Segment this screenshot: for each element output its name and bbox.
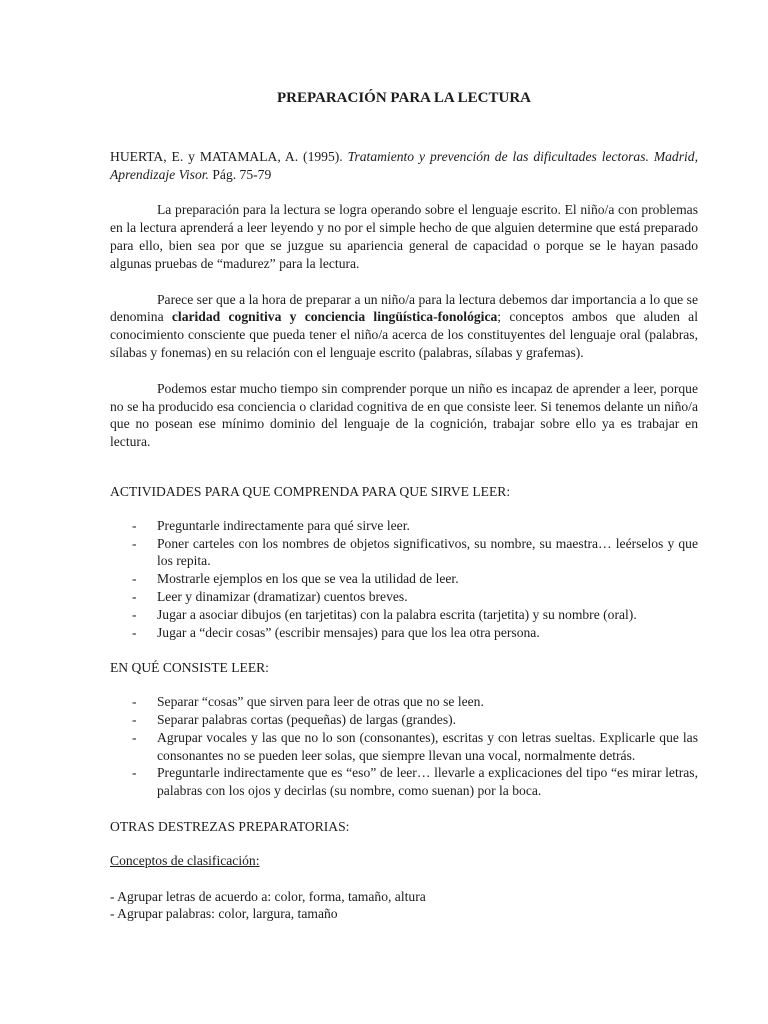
- list-item: [110, 588, 698, 606]
- section-heading-what-is-reading: EN QUÉ CONSISTE LEER:: [110, 660, 269, 676]
- paragraph-2: [110, 291, 698, 362]
- list-item: [110, 729, 698, 765]
- list-item-text: Poner carteles con los nombres de objetos significativos, su nombre, su maestra… leérselos y que los repita.: [157, 535, 698, 569]
- list-item: [110, 624, 698, 642]
- list-dash: -: [132, 624, 137, 640]
- subheading-classification: [110, 852, 698, 870]
- paragraph-2-bold-term: claridad cognitiva y conciencia lingüística-fonológica: [171, 309, 498, 325]
- list-item: [110, 764, 698, 800]
- list-dash: -: [132, 694, 137, 710]
- list-item: [110, 693, 698, 711]
- list-item-text: Preguntarle indirectamente que es “eso” de leer… llevarle a explicaciones del tipo “es mirar letras, palabras con los ojos y decirlas (su nombre, como suenan) por la boca.: [157, 765, 698, 799]
- list-dash: -: [132, 711, 137, 727]
- page-title: PREPARACIÓN PARA LA LECTURA: [276, 90, 532, 106]
- list-dash: -: [132, 571, 137, 587]
- bibliographic-reference: [110, 148, 698, 184]
- list-dash: -: [132, 517, 137, 533]
- list-item: [110, 570, 698, 588]
- paragraph-3: Podemos estar mucho tiempo sin comprender porque un niño es incapaz de aprender a leer, porque no se ha producido esa conciencia o claridad cognitiva de en que consiste leer. Si tenemos delante un niño/a que no posean ese mínimo dominio del lenguaje de la cognición, trabajar sobre ello ya es trabajar en lectura.: [110, 380, 698, 450]
- list-item-text: Agrupar vocales y las que no lo son (consonantes), escritas y con letras sueltas. Explicarle que las consonantes no se pueden leer solas, que siempre llevan una vocal, normalmente detrás.: [157, 729, 698, 763]
- list-dash: -: [132, 535, 137, 551]
- document-content: [110, 90, 698, 923]
- list-dash: -: [132, 765, 137, 781]
- list-item-text: Jugar a “decir cosas” (escribir mensajes) para que los lea otra persona.: [157, 624, 540, 640]
- paragraph-2-before: Parece ser que a la hora de preparar a un niño/a para la lectura debemos dar importancia a lo que se denomina: [110, 291, 698, 325]
- list-item: [110, 517, 698, 535]
- section-heading-other-skills: OTRAS DESTREZAS PREPARATORIAS:: [110, 818, 350, 834]
- list-item-text: Preguntarle indirectamente para qué sirve leer.: [157, 517, 410, 533]
- activities-list: [110, 517, 698, 642]
- list-item: [110, 711, 698, 729]
- list-item: [110, 535, 698, 571]
- section-heading-activities: ACTIVIDADES PARA QUE COMPRENDA PARA QUE SIRVE LEER:: [110, 483, 511, 499]
- subheading-text: Conceptos de clasificación: [110, 852, 256, 868]
- paragraph-2-after: ; conceptos ambos que aluden al conocimiento consciente que pueda tener el niño/a acerca de los constituyentes del lenguaje oral (palabras, sílabas y fonemas) en su relación con el lenguaje escrito (palabras, sílabas y grafemas).: [110, 309, 698, 360]
- list-item-text: Separar palabras cortas (pequeñas) de largas (grandes).: [157, 711, 457, 727]
- list-item-text: Mostrarle ejemplos en los que se vea la utilidad de leer.: [157, 571, 459, 587]
- list-item-text: Separar “cosas” que sirven para leer de otras que no se leen.: [157, 694, 484, 710]
- list-item-text: Leer y dinamizar (dramatizar) cuentos breves.: [157, 588, 408, 604]
- list-dash: -: [132, 729, 137, 745]
- reference-pages: Pág. 75-79: [212, 166, 272, 182]
- classification-line: - Agrupar palabras: color, largura, tamaño: [110, 906, 338, 922]
- reference-authors: HUERTA, E. y MATAMALA, A. (1995).: [110, 148, 343, 164]
- reference-work-title: Tratamiento y prevención de las dificultades lectoras. Madrid, Aprendizaje Visor.: [110, 148, 698, 182]
- list-item: [110, 606, 698, 624]
- list-dash: -: [132, 606, 137, 622]
- classification-line: - Agrupar letras de acuerdo a: color, forma, tamaño, altura: [110, 888, 426, 904]
- list-dash: -: [132, 588, 137, 604]
- paragraph-1: La preparación para la lectura se logra operando sobre el lenguaje escrito. El niño/a con problemas en la lectura aprenderá a leer leyendo y no por el simple hecho de que alguien determine que está preparado para ello, bien sea por que se juzgue su apariencia general de capacidad o porque se le hayan pasado algunas pruebas de “madurez” para la lectura.: [110, 202, 698, 271]
- what-is-reading-list: [110, 693, 698, 800]
- subheading-colon: :: [255, 852, 260, 868]
- list-item-text: Jugar a asociar dibujos (en tarjetitas) con la palabra escrita (tarjetita) y su nombre (oral).: [157, 606, 637, 622]
